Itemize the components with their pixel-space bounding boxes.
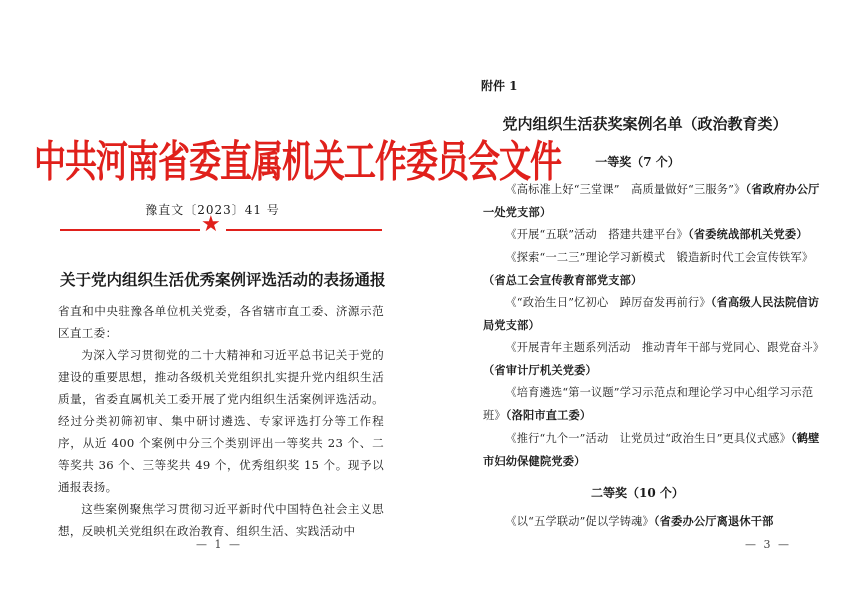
notice-body <box>58 300 384 542</box>
document-number: 豫直文〔2023〕41 号 <box>145 203 280 217</box>
award-item: 《以“五学联动”促以学铸魂》（省委办公厅离退休干部 <box>505 514 774 528</box>
first-prize-heading: 一等奖（7 个） <box>595 155 680 169</box>
award-item: 《开展青年主题系列活动 推动青年干部与党同心、跟党奋斗》（省审计厅机关党委） <box>483 341 825 377</box>
page-number-right: — 3 — <box>745 538 791 551</box>
award-item: 《推行“九个一”活动 让党员过“政治生日”更具仪式感》（鹤壁市妇幼保健院党委） <box>483 431 820 468</box>
second-prize-heading: 二等奖（10 个） <box>591 486 684 500</box>
second-prize-list <box>483 510 825 533</box>
right-page <box>425 0 850 602</box>
award-item: 《高标准上好“三堂课” 高质量做好“三服务”》（省政府办公厅一处党支部） <box>483 182 820 219</box>
notice-title: 关于党内组织生活优秀案例评选活动的表扬通报 <box>60 270 386 289</box>
document-red-header: 中共河南省委直属机关工作委员会文件 <box>34 136 562 188</box>
salutation-paragraph: 省直和中央驻豫各单位机关党委，各省辖市直工委、济源示范区直工委： <box>58 304 384 340</box>
red-rule-left <box>60 229 200 231</box>
star-icon: ★ <box>201 212 221 237</box>
attachment-label: 附件 1 <box>481 79 518 93</box>
award-list-title: 党内组织生活获奖案例名单（政治教育类） <box>502 115 788 133</box>
award-item: 《“政治生日”忆初心 踔厉奋发再前行》（省高级人民法院信访局党支部） <box>483 295 820 332</box>
award-item: 《探索“一二三”理论学习新模式 锻造新时代工会宣传铁军》（省总工会宣传教育部党支部） <box>483 251 814 287</box>
page-number-left: — 1 — <box>196 538 242 551</box>
body-paragraph: 这些案例聚焦学习贯彻习近平新时代中国特色社会主义思想，反映机关党组织在政治教育、组织生活、实践活动中 <box>58 502 384 538</box>
award-item: 《开展“五联”活动 搭建共建平台》（省委统战部机关党委） <box>505 227 808 241</box>
body-paragraph: 为深入学习贯彻党的二十大精神和习近平总书记关于党的建设的重要思想，推动各级机关党组织扎实提升党内组织生活质量，省委直属机关工委开展了党内组织生活案例评选活动。经过分类初筛初审、集中研讨遴选、专家评选打分等工作程序，从近 400 个案例中分三个类别评出一等奖共 23 个、二等奖共 36 个、三等奖共 49 个，优秀组织奖 15 个。现予以通报表扬。 <box>58 348 384 494</box>
first-prize-list <box>483 178 825 472</box>
award-item: 《培育遴选“第一议题”学习示范点和理论学习中心组学习示范班》（洛阳市直工委） <box>483 386 814 422</box>
red-rule-right <box>226 229 382 231</box>
